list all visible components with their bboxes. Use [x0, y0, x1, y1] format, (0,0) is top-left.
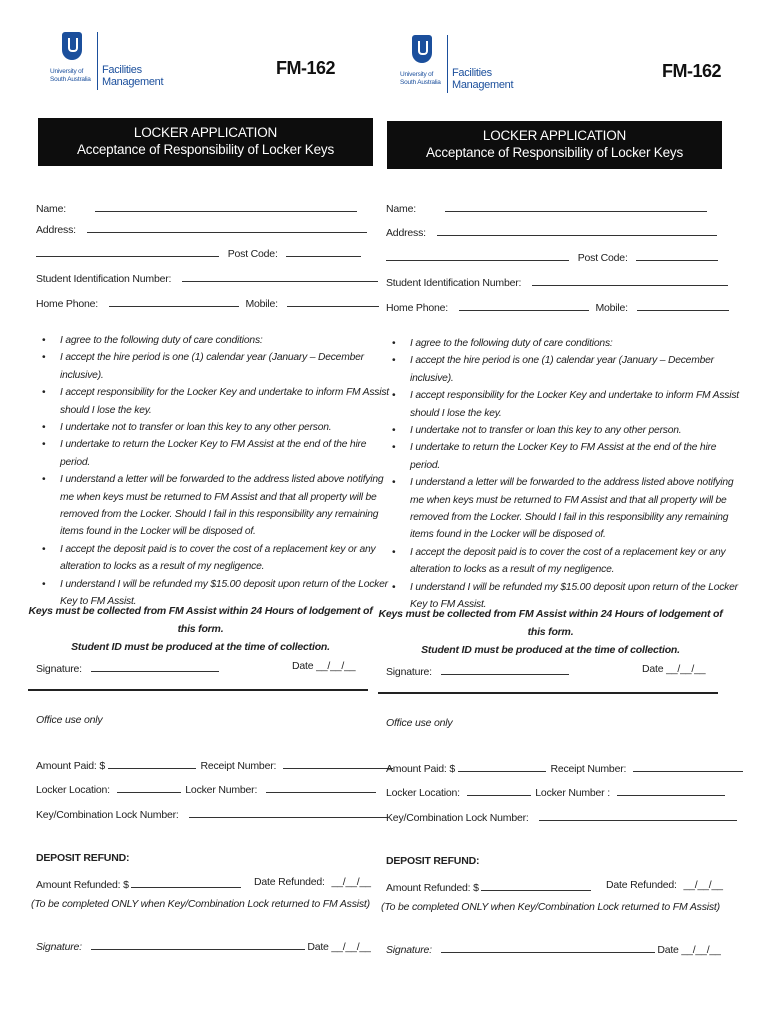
condition-item: • I undertake not to transfer or loan this key to any other person.: [410, 422, 745, 439]
title-banner: [387, 121, 722, 169]
condition-item: • I accept the deposit paid is to cover the cost of a replacement key or any alteration to locks as a result of my negligence.: [60, 541, 395, 576]
date-refunded-label: Date Refunded:: [254, 876, 325, 888]
name-label: Name:: [386, 203, 416, 215]
date-label: Date: [642, 663, 664, 675]
refund-signature-label: Signature:: [36, 941, 82, 953]
logo-department-line2: Management: [102, 76, 164, 88]
name-label: Name:: [36, 203, 66, 215]
refund-signature-field[interactable]: [91, 938, 305, 950]
receipt-number-label: Receipt Number:: [200, 760, 277, 772]
condition-item: • I undertake not to transfer or loan this key to any other person.: [60, 419, 395, 436]
amount-paid-label: Amount Paid: $: [36, 760, 105, 772]
form-code: FM-162: [661, 61, 721, 81]
home-phone-label: Home Phone:: [36, 298, 99, 310]
condition-item: • I accept the hire period is one (1) calendar year (January – December inclusive).: [60, 349, 395, 384]
key-lock-number-field[interactable]: [189, 806, 387, 818]
address-label: Address:: [36, 224, 76, 236]
refund-signature-label: Signature:: [386, 944, 432, 956]
home-phone-label: Home Phone:: [386, 302, 449, 314]
address-field[interactable]: [87, 221, 367, 233]
date-refunded-field[interactable]: __/__/__: [683, 879, 723, 891]
signature-field[interactable]: [441, 663, 569, 675]
condition-item: • I agree to the following duty of care conditions:: [410, 335, 745, 352]
signature-field[interactable]: [91, 660, 219, 672]
amount-paid-label: Amount Paid: $: [386, 763, 455, 775]
post-code-label: Post Code:: [577, 252, 628, 264]
unisa-shield-icon: [412, 35, 432, 63]
condition-item: • I undertake to return the Locker Key to FM Assist at the end of the hire period.: [60, 436, 395, 471]
date-label: Date: [292, 660, 314, 672]
locker-location-field[interactable]: [467, 784, 531, 796]
conditions-list: [386, 335, 745, 614]
logo-divider: [97, 32, 98, 90]
home-phone-field[interactable]: [459, 299, 589, 311]
locker-location-label: Locker Location:: [386, 787, 460, 799]
receipt-number-field[interactable]: [283, 757, 393, 769]
collection-notice: [28, 602, 373, 656]
locker-location-label: Locker Location:: [36, 784, 110, 796]
date-refunded-field[interactable]: __/__/__: [331, 876, 371, 888]
logo-divider: [447, 35, 448, 93]
date-refunded-label: Date Refunded:: [606, 879, 677, 891]
post-code-label: Post Code:: [227, 248, 278, 260]
logo-university-line2: South Australia: [50, 76, 91, 83]
condition-item: • I understand I will be refunded my $15.00 deposit upon return of the Locker Key to FM Assist.: [410, 579, 745, 614]
amount-refunded-field[interactable]: [481, 879, 591, 891]
address-field-line2[interactable]: [386, 249, 569, 261]
home-phone-field[interactable]: [109, 295, 239, 307]
logo-department-line1: Facilities: [102, 64, 142, 76]
locker-number-field[interactable]: [617, 784, 725, 796]
amount-refunded-label: Amount Refunded: $: [386, 882, 479, 894]
address-field[interactable]: [437, 224, 717, 236]
section-divider: [28, 689, 368, 691]
locker-location-field[interactable]: [117, 781, 181, 793]
logo-university-line2: South Australia: [400, 79, 441, 86]
refund-date-field[interactable]: __/__/__: [681, 944, 721, 956]
condition-item: • I undertake to return the Locker Key to FM Assist at the end of the hire period.: [410, 439, 745, 474]
condition-item: • I accept the hire period is one (1) calendar year (January – December inclusive).: [410, 352, 745, 387]
condition-item: • I accept the deposit paid is to cover the cost of a replacement key or any alteration to locks as a result of my negligence.: [410, 544, 745, 579]
locker-form-left: [28, 0, 389, 1024]
refund-signature-field[interactable]: [441, 941, 655, 953]
condition-item: • I accept responsibility for the Locker Key and undertake to inform FM Assist should I lose the key.: [60, 384, 395, 419]
amount-refunded-label: Amount Refunded: $: [36, 879, 129, 891]
condition-item: • I understand I will be refunded my $15.00 deposit upon return of the Locker Key to FM Assist.: [60, 576, 395, 611]
title-banner: [38, 118, 373, 166]
student-id-field[interactable]: [532, 274, 728, 286]
receipt-number-label: Receipt Number:: [550, 763, 627, 775]
mobile-label: Mobile:: [595, 302, 628, 314]
collection-notice-line1: Keys must be collected from FM Assist within 24 Hours of lodgement of this form.: [378, 608, 723, 638]
unisa-facilities-logo: [50, 32, 170, 94]
refund-date-label: Date: [307, 941, 329, 953]
amount-paid-field[interactable]: [458, 760, 546, 772]
condition-item: • I agree to the following duty of care conditions:: [60, 332, 395, 349]
mobile-field[interactable]: [637, 299, 729, 311]
logo-university-line1: University of: [400, 71, 434, 78]
deposit-refund-heading: DEPOSIT REFUND:: [386, 855, 480, 867]
post-code-field[interactable]: [286, 245, 361, 257]
refund-note: (To be completed ONLY when Key/Combination Lock returned to FM Assist): [31, 898, 370, 910]
logo-department-line1: Facilities: [452, 67, 492, 79]
refund-note: (To be completed ONLY when Key/Combination Lock returned to FM Assist): [381, 901, 720, 913]
signature-label: Signature:: [386, 666, 432, 678]
form-code: FM-162: [275, 58, 335, 78]
student-id-label: Student Identification Number:: [386, 277, 522, 289]
signature-label: Signature:: [36, 663, 82, 675]
receipt-number-field[interactable]: [633, 760, 743, 772]
key-lock-number-label: Key/Combination Lock Number:: [386, 812, 529, 824]
office-use-heading: Office use only: [36, 714, 103, 726]
conditions-list: [36, 332, 395, 611]
address-label: Address:: [386, 227, 426, 239]
name-field[interactable]: [95, 200, 357, 212]
student-id-field[interactable]: [182, 270, 378, 282]
condition-item: • I accept responsibility for the Locker Key and undertake to inform FM Assist should I lose the key.: [410, 387, 745, 422]
refund-date-label: Date: [657, 944, 679, 956]
locker-form-right: [378, 3, 739, 1027]
mobile-label: Mobile:: [245, 298, 278, 310]
condition-item: • I understand a letter will be forwarded to the address listed above notifying me when keys must be returned to FM Assist and that all property will be removed from the Locker. Should I fail in this responsibility any remaining items found in the Locker will be disposed of.: [410, 474, 745, 544]
amount-paid-field[interactable]: [108, 757, 196, 769]
date-field[interactable]: __/__/__: [666, 663, 706, 675]
refund-date-field[interactable]: __/__/__: [331, 941, 371, 953]
logo-university-line1: University of: [50, 68, 84, 75]
collection-notice-line2: Student ID must be produced at the time of collection.: [421, 644, 680, 656]
collection-notice-line2: Student ID must be produced at the time of collection.: [71, 641, 330, 653]
form-subtitle: Acceptance of Responsibility of Locker Keys: [76, 142, 335, 157]
amount-refunded-field[interactable]: [131, 876, 241, 888]
collection-notice: [378, 605, 723, 659]
unisa-shield-icon: [62, 32, 82, 60]
section-divider: [378, 692, 718, 694]
form-title: LOCKER APPLICATION: [133, 125, 278, 140]
collection-notice-line1: Keys must be collected from FM Assist within 24 Hours of lodgement of this form.: [28, 605, 373, 635]
form-subtitle: Acceptance of Responsibility of Locker Keys: [425, 145, 684, 160]
form-title: LOCKER APPLICATION: [482, 128, 627, 143]
locker-number-label: Locker Number:: [185, 784, 258, 796]
date-field[interactable]: __/__/__: [316, 660, 356, 672]
locker-number-label: Locker Number :: [535, 787, 610, 799]
mobile-field[interactable]: [287, 295, 379, 307]
key-lock-number-field[interactable]: [539, 809, 737, 821]
office-use-heading: Office use only: [386, 717, 453, 729]
condition-item: • I understand a letter will be forwarded to the address listed above notifying me when keys must be returned to FM Assist and that all property will be removed from the Locker. Should I fail in this responsibility any remaining items found in the Locker will be disposed of.: [60, 471, 395, 541]
key-lock-number-label: Key/Combination Lock Number:: [36, 809, 179, 821]
deposit-refund-heading: DEPOSIT REFUND:: [36, 852, 130, 864]
student-id-label: Student Identification Number:: [36, 273, 172, 285]
locker-number-field[interactable]: [266, 781, 376, 793]
post-code-field[interactable]: [636, 249, 718, 261]
address-field-line2[interactable]: [36, 245, 219, 257]
logo-department-line2: Management: [452, 79, 514, 91]
name-field[interactable]: [445, 200, 707, 212]
unisa-facilities-logo: [400, 35, 520, 97]
